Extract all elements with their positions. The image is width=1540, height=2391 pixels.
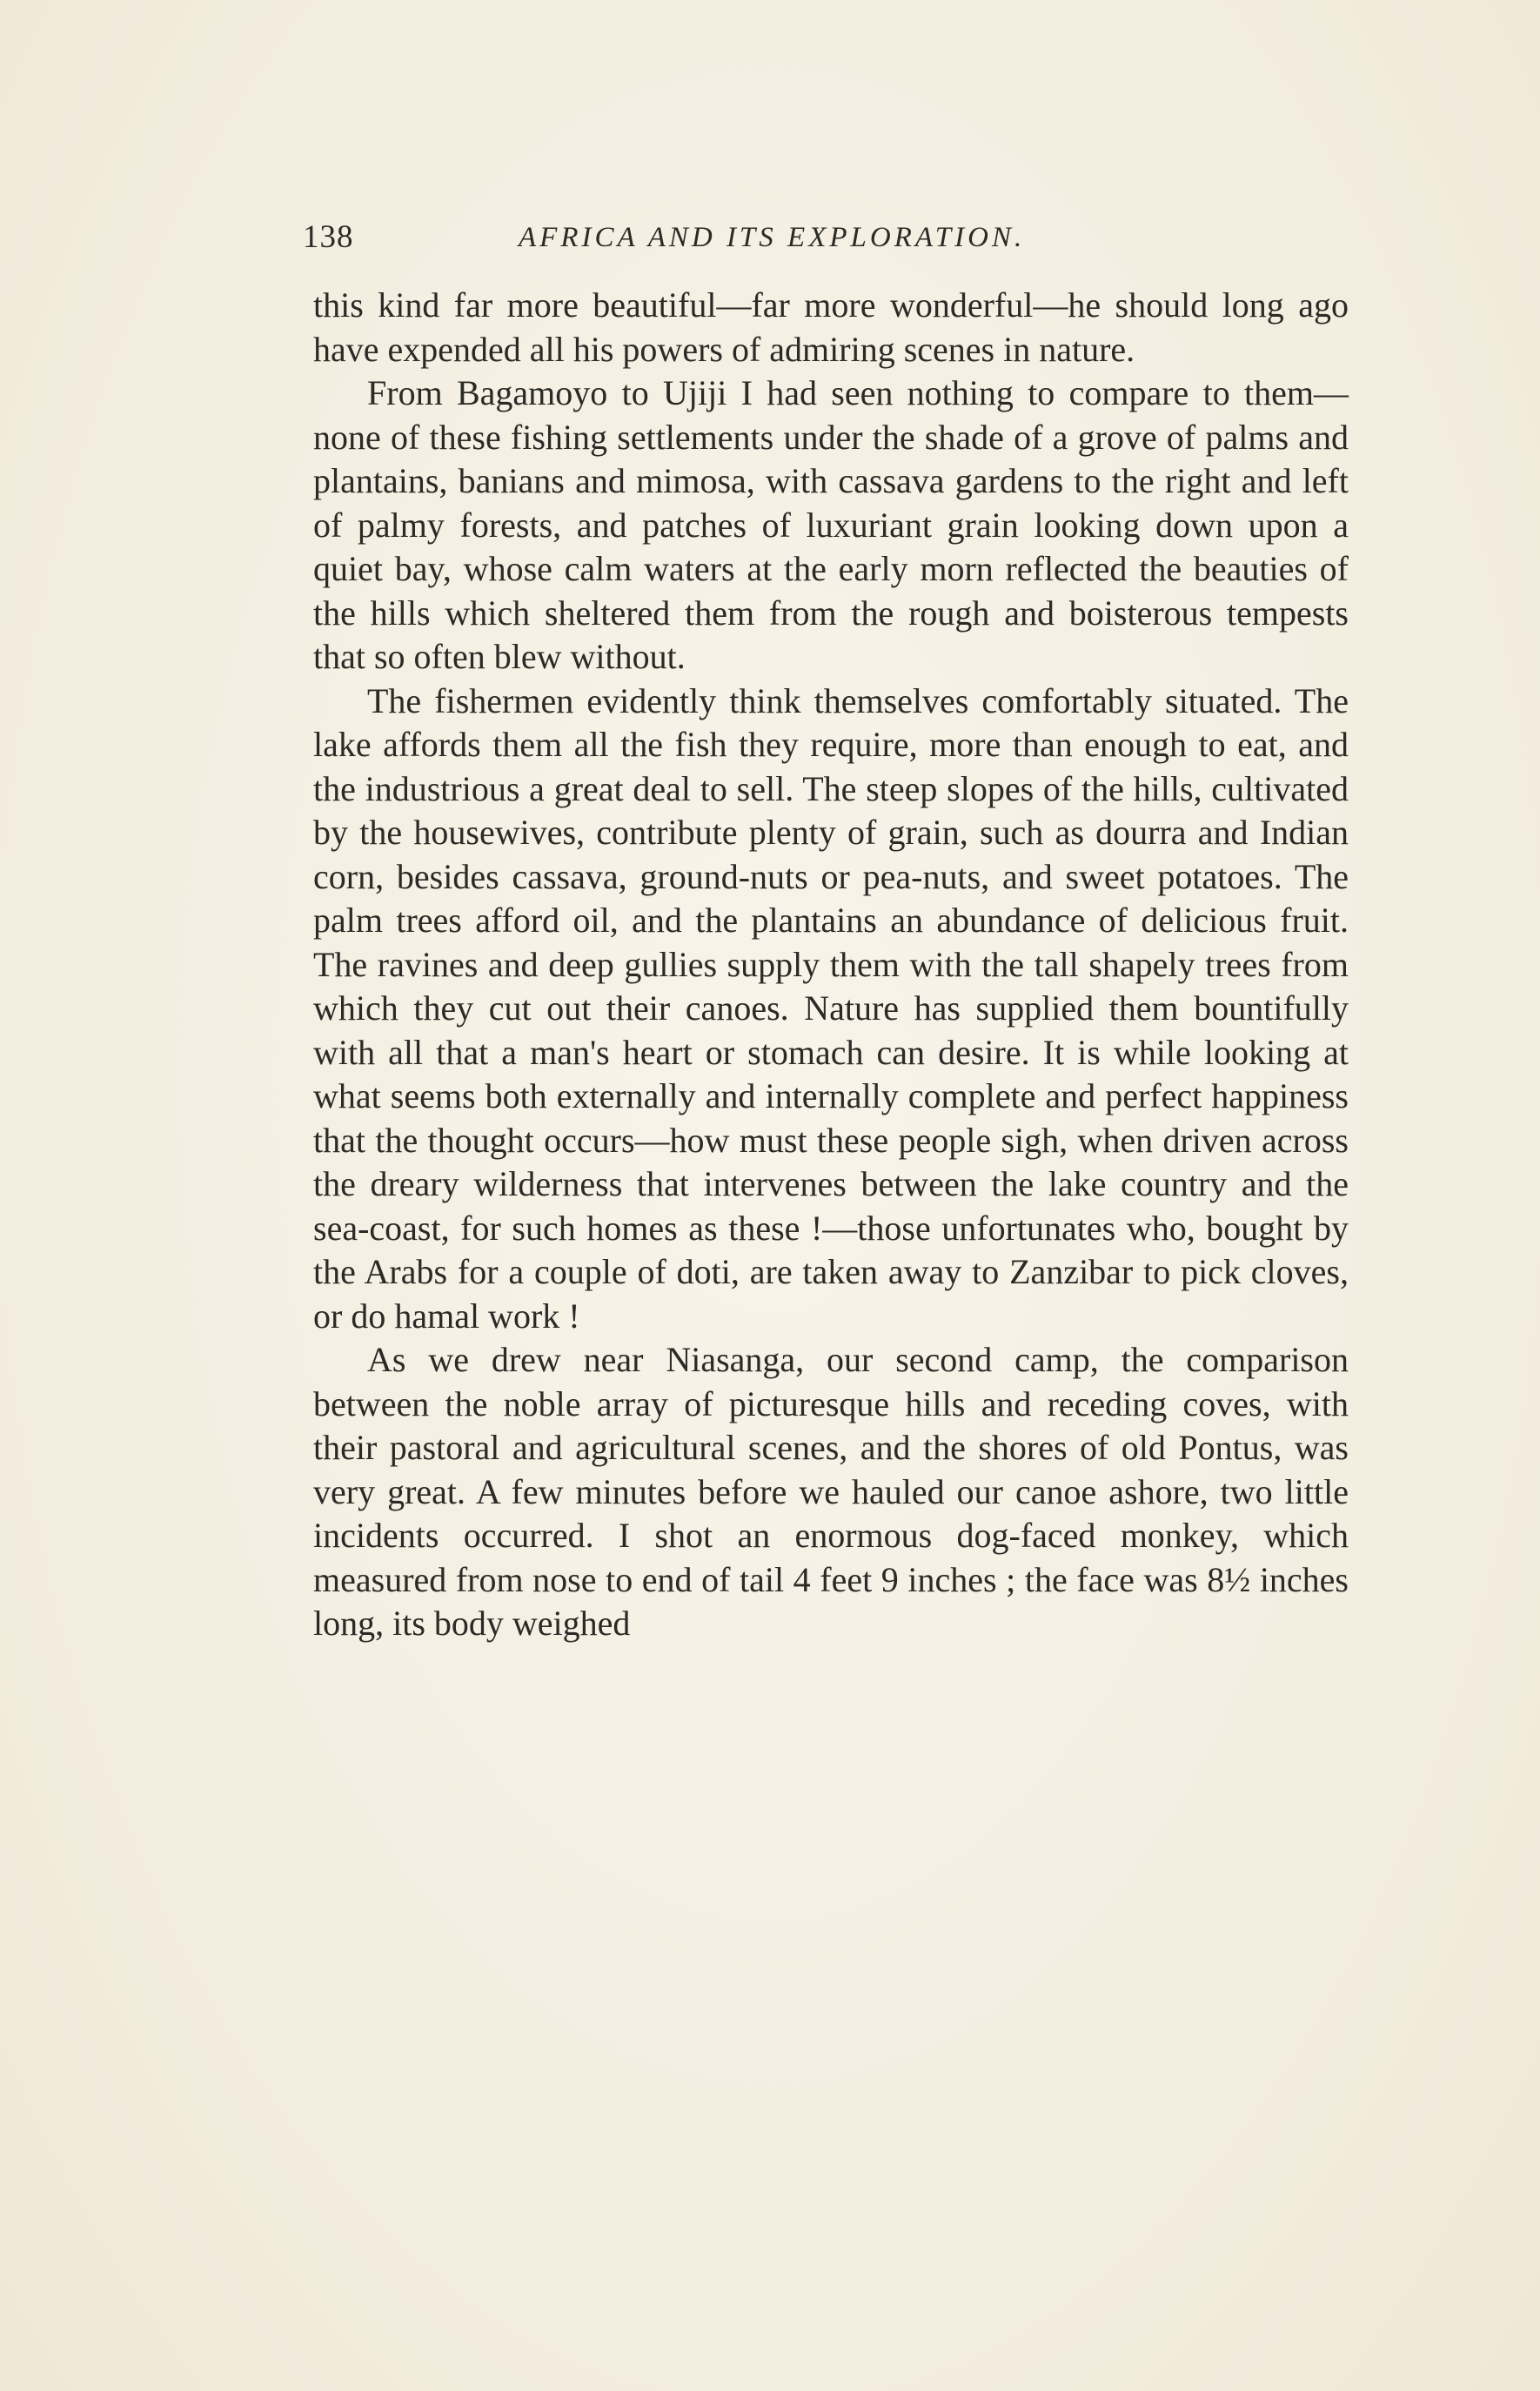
page-header xyxy=(303,216,1173,259)
paragraph-2: From Bagamoyo to Ujiji I had seen nothing to compare to them—none of these fishing settlements under the shade of a grove of palms and plantains, banians and mimosa, with cassava gardens to the right and left of palmy forests, and patches of luxuriant grain looking down upon a quiet bay, whose calm waters at the early morn reflected the beauties of the hills which sheltered them from the rough and boisterous tempests that so often blew without. xyxy=(313,373,1349,676)
page-number: 138 xyxy=(303,219,354,255)
body-text xyxy=(313,284,1349,1646)
paragraph-1: this kind far more beautiful—far more wonderful—he should long ago have expended all his powers of admiring scenes in nature. xyxy=(313,285,1349,369)
paragraph-4: As we drew near Niasanga, our second camp, the comparison between the noble array of picturesque hills and receding coves, with their pastoral and agricultural scenes, and the shores of old Pontus, was very great. A few minutes before we hauled our canoe ashore, two little incidents occurred. I shot an enormous dog-faced monkey, which measured from nose to end of tail 4 feet 9 inches ; the face was 8½ inches long, its body weighed xyxy=(313,1340,1349,1643)
paragraph-3: The fishermen evidently think themselves comfortably situated. The lake affords them all the fish they require, more than enough to eat, and the industrious a great deal to sell. The steep slopes of the hills, cultivated by the housewives, contribute plenty of grain, such as dourra and Indian corn, besides cassava, ground-nuts or pea-nuts, and sweet potatoes. The palm trees afford oil, and the plantains an abundance of delicious fruit. The ravines and deep gullies supply them with the tall shapely trees from which they cut out their canoes. Nature has supplied them bountifully with all that a man's heart or stomach can desire. It is while looking at what seems both externally and internally complete and perfect happiness that the thought occurs—how must these people sigh, when driven across the dreary wilderness that intervenes between the lake country and the sea-coast, for such homes as these !—those unfortunates who, bought by the Arabs for a couple of doti, are taken away to Zanzibar to pick cloves, or do hamal work ! xyxy=(313,680,1349,1336)
running-head: AFRICA AND ITS EXPLORATION. xyxy=(519,222,1026,253)
